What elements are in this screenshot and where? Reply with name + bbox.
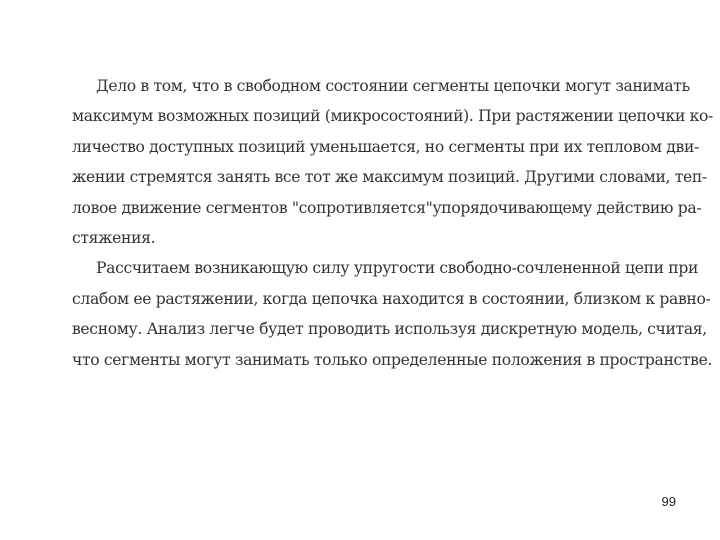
page-number: 99 — [661, 494, 676, 509]
text-line: максимум возможных позиций (микросостояний). При растяжении цепочки ко- — [72, 107, 713, 126]
text-line: Рассчитаем возникающую силу упругости свободно-сочлененной цепи при — [96, 259, 698, 278]
text-line: что сегменты могут занимать только определенные положения в пространстве. — [72, 350, 713, 369]
text-line: весному. Анализ легче будет проводить используя дискретную модель, считая, — [72, 320, 707, 339]
paragraph-1 — [72, 71, 713, 253]
text-line: ловое движение сегментов "сопротивляется"упорядочивающему действию ра- — [72, 198, 702, 217]
paragraph-2 — [72, 253, 713, 375]
text-line: Дело в том, что в свободном состоянии сегменты цепочки могут занимать — [96, 77, 690, 95]
text-line: жении стремятся занять все тот же максимум позиций. Другими словами, теп- — [72, 168, 707, 187]
body-text — [72, 71, 713, 375]
text-line: слабом ее растяжении, когда цепочка находится в состоянии, близком к равно- — [72, 289, 711, 308]
text-line: стяжения. — [72, 228, 156, 247]
text-line: личество доступных позиций уменьшается, но сегменты при их тепловом дви- — [72, 137, 699, 156]
